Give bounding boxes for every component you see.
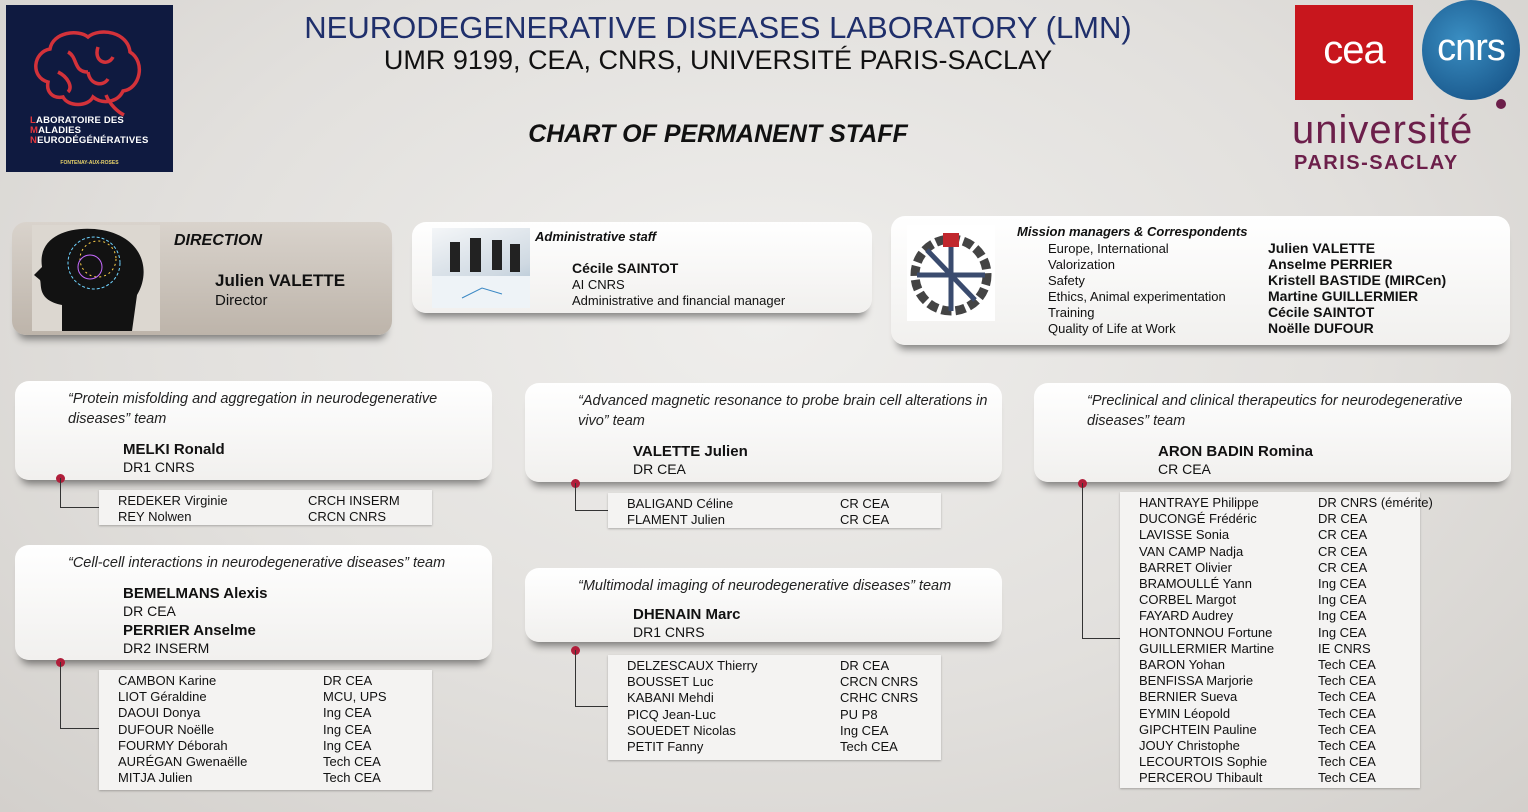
- admin-name: Cécile SAINTOT: [572, 260, 679, 276]
- staff-grade: CRCN CNRS: [840, 674, 918, 690]
- team-title: “Multimodal imaging of neurodegenerative diseases” team: [578, 578, 952, 594]
- staff-name: BARON Yohan: [1139, 657, 1226, 672]
- mission-label: Ethics, Animal experimentation: [1048, 289, 1226, 304]
- staff-grade: Ing CEA: [840, 722, 889, 738]
- staff-grade: Ing CEA: [1318, 576, 1367, 591]
- staff-grade: CR CEA: [840, 496, 890, 511]
- team-box: [1034, 383, 1511, 482]
- team-box: [15, 381, 492, 480]
- team-box: [525, 383, 1002, 482]
- staff-grade: DR CNRS (émérite): [1318, 495, 1433, 510]
- staff-grade: Tech CEA: [1318, 754, 1376, 770]
- staff-grade: Tech CEA: [323, 770, 381, 786]
- staff-grade: DR CEA: [840, 658, 890, 673]
- staff-list: [99, 670, 432, 790]
- staff-grade: CR CEA: [840, 512, 890, 528]
- staff-name: CAMBON Karine: [118, 673, 217, 688]
- staff-grade: CR CEA: [1318, 527, 1368, 543]
- staff-name: KABANI Mehdi: [627, 690, 714, 706]
- staff-grade: MCU, UPS: [323, 689, 387, 705]
- staff-list: [99, 490, 432, 525]
- connector-line: [575, 483, 576, 510]
- staff-name: BERNIER Sueva: [1139, 689, 1238, 705]
- staff-grade: Tech CEA: [323, 754, 381, 769]
- staff-grade: Tech CEA: [1318, 689, 1376, 705]
- staff-name: VAN CAMP Nadja: [1139, 543, 1244, 559]
- admin-box: [412, 222, 872, 313]
- logo-text: LABORATOIRE DES MALADIES NEURODÉGÉNÉRATIVES: [30, 115, 149, 146]
- staff-grade: Tech CEA: [1318, 738, 1376, 753]
- staff-name: BENFISSA Marjorie: [1139, 673, 1254, 689]
- connector-line: [60, 728, 99, 729]
- director-role: Director: [215, 292, 268, 309]
- missions-box: [891, 216, 1510, 345]
- staff-grade: CR CEA: [1318, 559, 1368, 575]
- staff-grade: Tech CEA: [1318, 705, 1376, 721]
- head-profile-image: [32, 225, 160, 331]
- staff-name: PERCEROU Thibault: [1139, 770, 1263, 786]
- staff-name: BRAMOULLÉ Yann: [1139, 576, 1252, 591]
- connector-line: [60, 507, 99, 508]
- staff-name: CORBEL Margot: [1139, 592, 1237, 608]
- team-leader-grade: DR2 INSERM: [123, 640, 210, 656]
- team-box: [15, 545, 492, 660]
- staff-grade: Tech CEA: [1318, 673, 1376, 689]
- staff-name: FOURMY Déborah: [118, 737, 228, 753]
- mission-label: Safety: [1048, 273, 1085, 288]
- team-box: [525, 568, 1002, 642]
- staff-grade: PU P8: [840, 706, 878, 722]
- cea-logo: cea: [1295, 5, 1413, 100]
- team-leader-grade: DR CEA: [633, 461, 686, 477]
- staff-name: LIOT Géraldine: [118, 689, 207, 705]
- staff-name: PICQ Jean-Luc: [627, 706, 716, 722]
- staff-grade: Ing CEA: [1318, 608, 1367, 624]
- staff-grade: Tech CEA: [1318, 770, 1376, 786]
- staff-list: [608, 655, 941, 760]
- connector-line: [575, 510, 608, 511]
- team-leader-grade: DR1 CNRS: [123, 459, 195, 475]
- team-title: “Protein misfolding and aggregation in neurodegenerative diseases” team: [68, 391, 438, 427]
- staff-name: HANTRAYE Philippe: [1139, 495, 1259, 510]
- connector-line: [60, 662, 61, 728]
- staff-grade: DR CEA: [1318, 511, 1368, 527]
- team-leader-name: VALETTE Julien: [633, 443, 748, 460]
- team-leader-name: ARON BADIN Romina: [1158, 443, 1314, 460]
- mission-label: Europe, International: [1048, 241, 1169, 256]
- direction-heading: DIRECTION: [174, 232, 262, 249]
- people-circle-image: [907, 225, 995, 321]
- office-meeting-image: [432, 228, 530, 308]
- cnrs-logo: cnrs: [1422, 0, 1520, 100]
- admin-grade: AI CNRS: [572, 277, 625, 292]
- connector-line: [60, 478, 61, 507]
- mission-label: Training: [1048, 305, 1095, 320]
- staff-name: MITJA Julien: [118, 770, 193, 786]
- staff-grade: Tech CEA: [1318, 657, 1376, 672]
- connector-line: [575, 650, 576, 706]
- staff-name: JOUY Christophe: [1139, 738, 1240, 753]
- mission-manager-name: Noëlle DUFOUR: [1268, 320, 1374, 336]
- mission-manager-name: Martine GUILLERMIER: [1268, 288, 1419, 304]
- staff-name: DUCONGÉ Frédéric: [1139, 511, 1257, 527]
- staff-name: AURÉGAN Gwenaëlle: [118, 754, 248, 769]
- staff-grade: Ing CEA: [323, 737, 372, 753]
- staff-grade: CRCN CNRS: [308, 509, 386, 525]
- staff-name: REDEKER Virginie: [118, 493, 228, 508]
- logo-line: ABORATOIRE DES: [36, 115, 124, 126]
- staff-grade: Tech CEA: [1318, 721, 1376, 737]
- staff-name: BOUSSET Luc: [627, 674, 714, 690]
- staff-name: FAYARD Audrey: [1139, 608, 1234, 624]
- staff-name: REY Nolwen: [118, 509, 192, 525]
- staff-grade: DR CEA: [323, 673, 373, 688]
- direction-box: [12, 222, 392, 335]
- chart-title: CHART OF PERMANENT STAFF: [528, 120, 908, 148]
- team-title: “Advanced magnetic resonance to probe brain cell alterations in vivo” team: [578, 393, 988, 429]
- staff-name: BARRET Olivier: [1139, 559, 1232, 575]
- director-name: Julien VALETTE: [215, 271, 346, 290]
- team-leader-name: DHENAIN Marc: [633, 606, 741, 623]
- connector-line: [575, 706, 608, 707]
- admin-role: Administrative and financial manager: [572, 293, 786, 308]
- staff-grade: Ing CEA: [323, 721, 372, 737]
- mission-manager-name: Julien VALETTE: [1268, 240, 1376, 256]
- staff-name: GUILLERMIER Martine: [1139, 640, 1275, 656]
- mission-manager-name: Cécile SAINTOT: [1268, 304, 1375, 320]
- team-title: “Cell-cell interactions in neurodegenerative diseases” team: [68, 555, 446, 571]
- staff-name: SOUEDET Nicolas: [627, 722, 736, 738]
- lab-subtitle: UMR 9199, CEA, CNRS, UNIVERSITÉ PARIS-SACLAY: [383, 45, 1053, 75]
- staff-name: FLAMENT Julien: [627, 512, 726, 528]
- team-leader-name: PERRIER Anselme: [123, 622, 256, 639]
- staff-grade: CRCH INSERM: [308, 493, 400, 508]
- staff-grade: CR CEA: [1318, 543, 1368, 559]
- staff-name: DAOUI Donya: [118, 705, 201, 721]
- staff-grade: Ing CEA: [1318, 592, 1367, 608]
- connector-line: [1082, 483, 1083, 638]
- mission-manager-name: Anselme PERRIER: [1268, 256, 1393, 272]
- team-leader-name: BEMELMANS Alexis: [123, 585, 268, 602]
- team-title: “Preclinical and clinical therapeutics for neurodegenerative diseases” team: [1087, 393, 1463, 429]
- lab-title: NEURODEGENERATIVE DISEASES LABORATORY (LMN): [304, 10, 1132, 45]
- staff-grade: Ing CEA: [1318, 624, 1367, 640]
- missions-heading: Mission managers & Correspondents: [1017, 224, 1248, 239]
- staff-name: DELZESCAUX Thierry: [627, 658, 758, 673]
- mission-label: Valorization: [1048, 257, 1115, 272]
- admin-heading: Administrative staff: [535, 229, 657, 244]
- staff-name: DUFOUR Noëlle: [118, 721, 215, 737]
- staff-name: HONTONNOU Fortune: [1139, 624, 1273, 640]
- paris-saclay-logo: PARIS-SACLAY: [1294, 152, 1459, 174]
- mission-manager-name: Kristell BASTIDE (MIRCen): [1268, 272, 1447, 288]
- staff-grade: CRHC CNRS: [840, 690, 918, 706]
- staff-grade: Tech CEA: [840, 739, 898, 754]
- staff-name: GIPCHTEIN Pauline: [1139, 721, 1257, 737]
- logo-location: FONTENAY-AUX-ROSES: [60, 160, 119, 166]
- staff-list: [608, 493, 941, 528]
- staff-grade: IE CNRS: [1318, 640, 1371, 656]
- staff-list: [1120, 492, 1433, 788]
- team-leader-grade: DR CEA: [123, 603, 176, 619]
- staff-name: LECOURTOIS Sophie: [1139, 754, 1268, 770]
- universite-logo: université: [1292, 108, 1474, 152]
- staff-name: BALIGAND Céline: [627, 496, 734, 511]
- staff-name: LAVISSE Sonia: [1139, 527, 1230, 543]
- universite-logo-dot: [1496, 99, 1506, 109]
- staff-name: PETIT Fanny: [627, 739, 704, 754]
- team-leader-name: MELKI Ronald: [123, 441, 225, 458]
- staff-grade: Ing CEA: [323, 705, 372, 721]
- team-leader-grade: DR1 CNRS: [633, 624, 705, 640]
- team-leader-grade: CR CEA: [1158, 461, 1211, 477]
- mission-label: Quality of Life at Work: [1048, 321, 1176, 336]
- connector-line: [1082, 638, 1120, 639]
- staff-name: EYMIN Léopold: [1139, 705, 1231, 721]
